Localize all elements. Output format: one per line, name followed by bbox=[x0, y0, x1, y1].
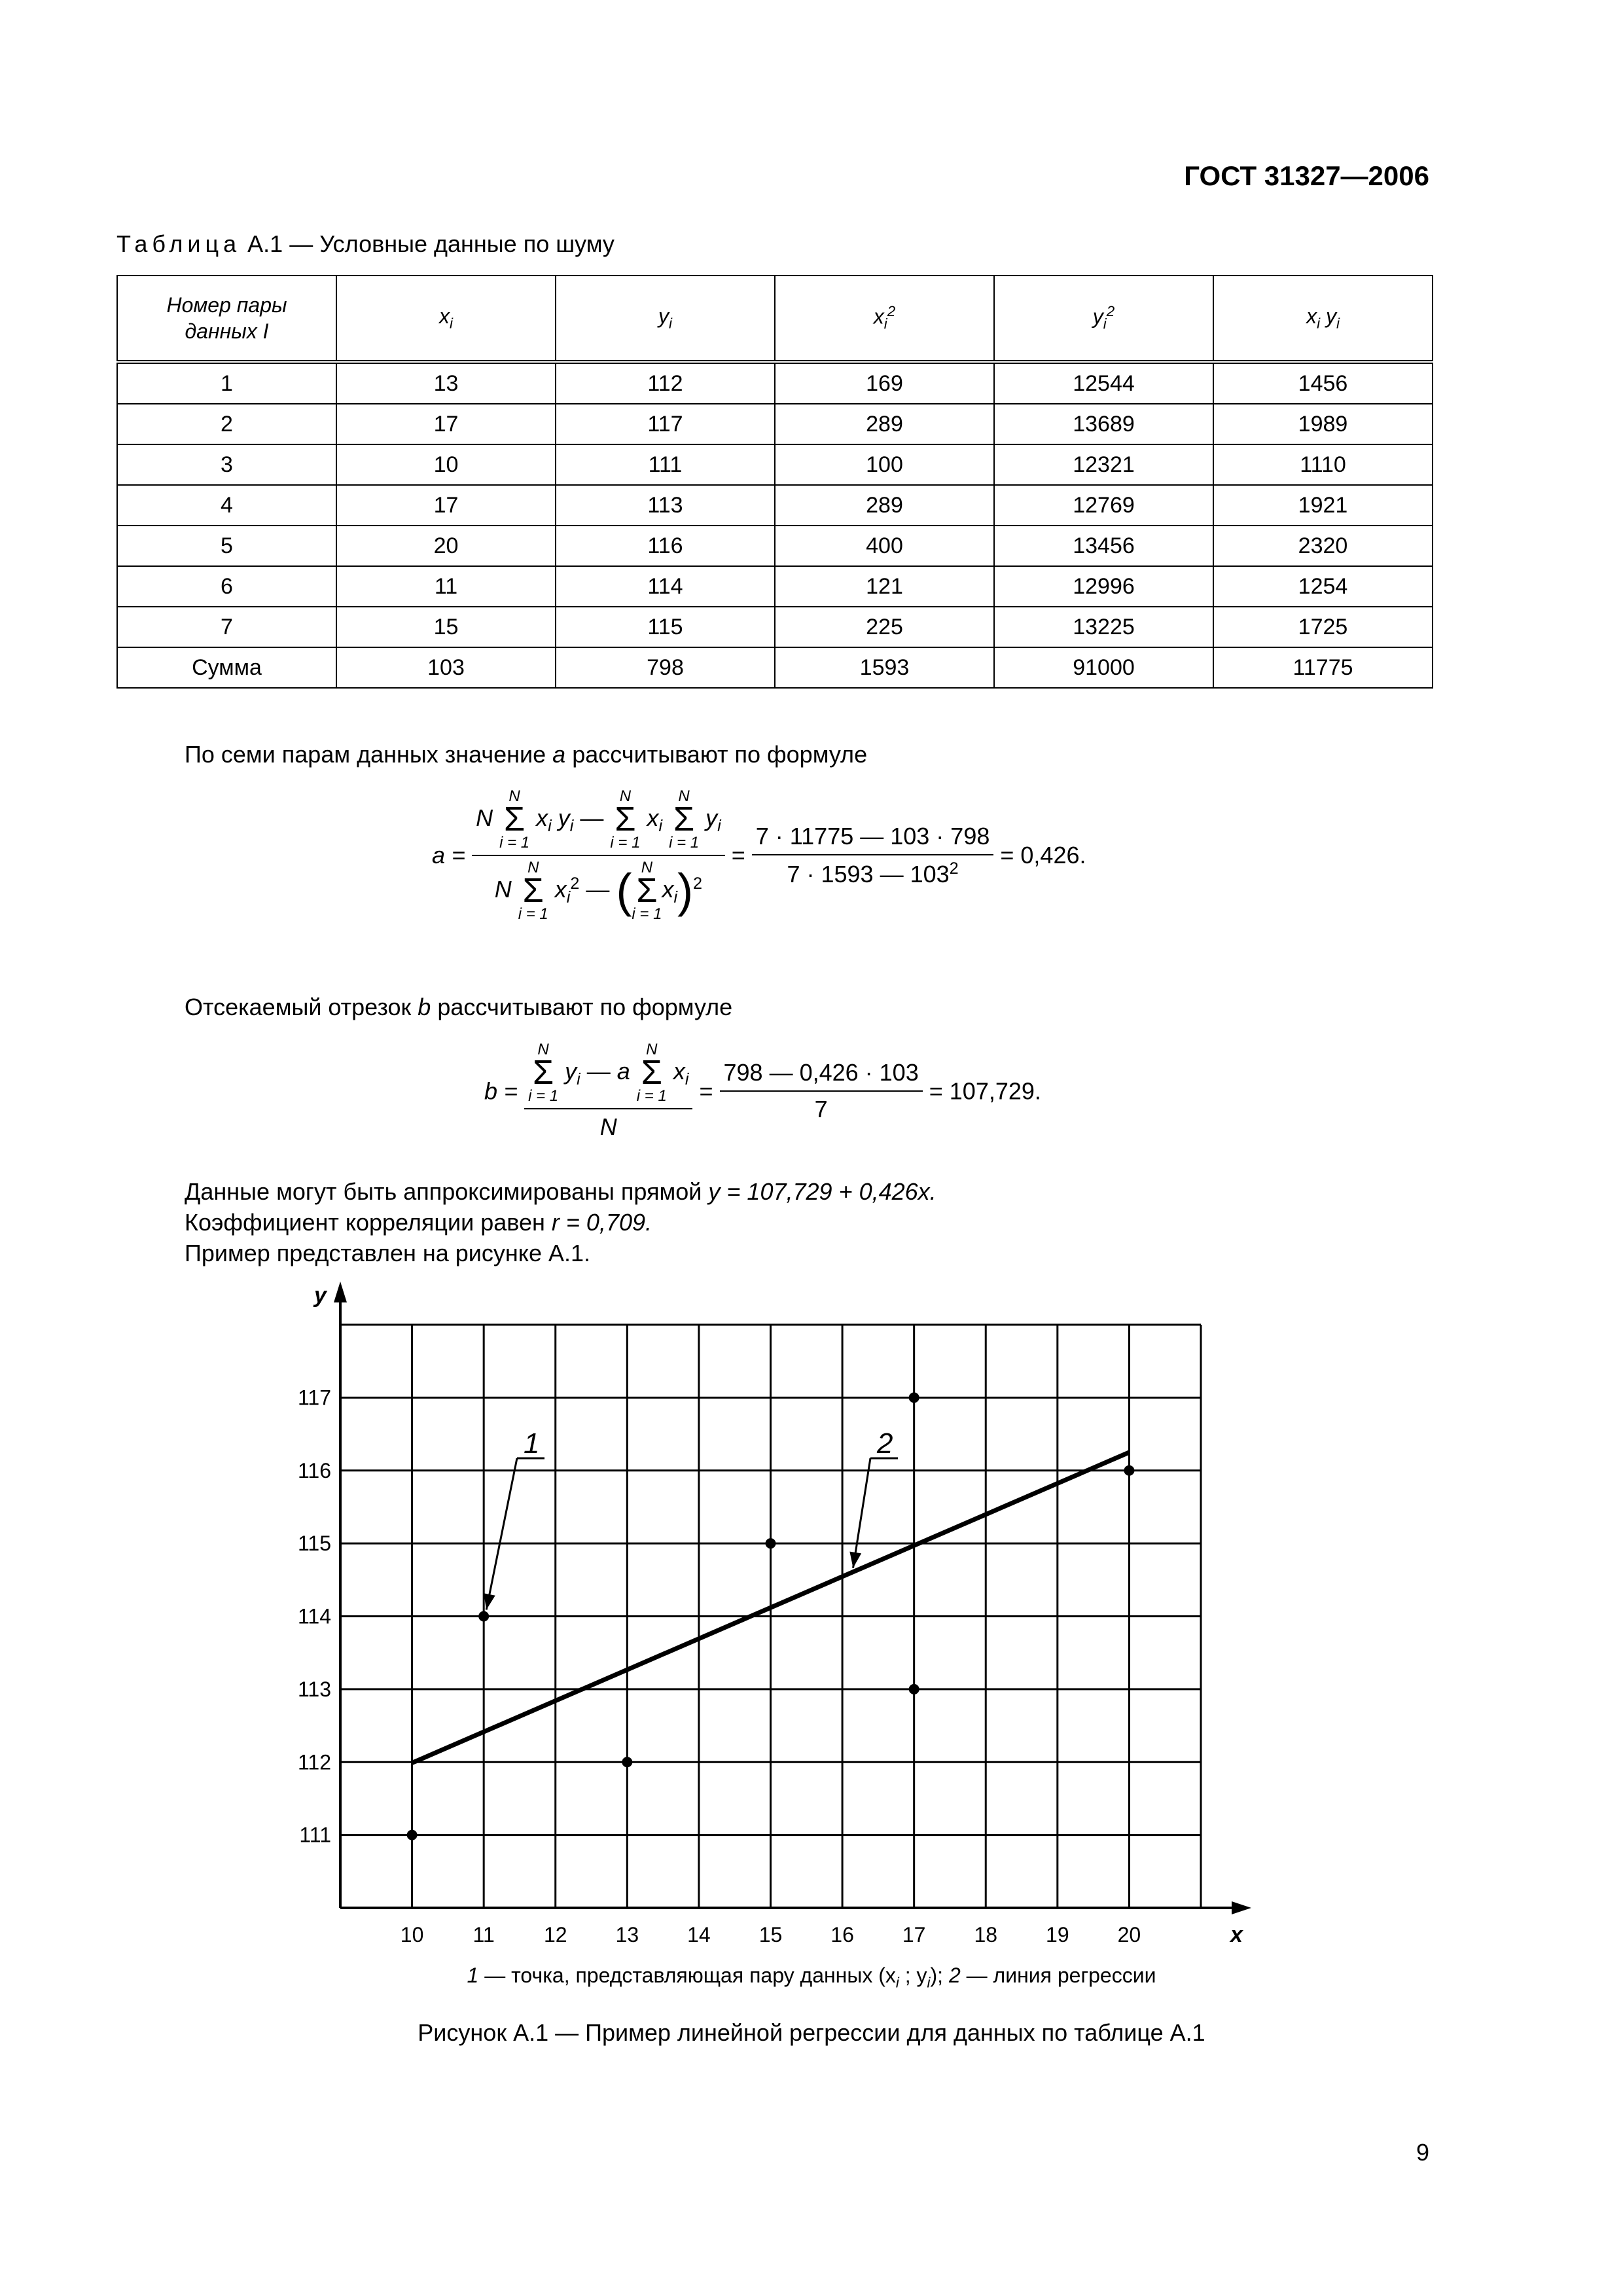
data-point bbox=[909, 1684, 919, 1695]
x-axis-arrow bbox=[1232, 1901, 1251, 1914]
data-point bbox=[766, 1538, 776, 1549]
header-yi-squared: $y_i^2$ bbox=[994, 276, 1213, 362]
data-point bbox=[909, 1392, 919, 1403]
header-xi-squared: $x_i^2$ bbox=[775, 276, 994, 362]
x-tick-label: 10 bbox=[400, 1923, 424, 1946]
x-tick-label: 12 bbox=[543, 1923, 567, 1946]
annotation-2-leader bbox=[853, 1458, 870, 1568]
y-tick-label: 114 bbox=[297, 1604, 331, 1628]
data-point bbox=[478, 1611, 489, 1622]
table-sum-row: Сумма 103 798 1593 91000 11775 bbox=[117, 647, 1433, 688]
x-tick-label: 16 bbox=[830, 1923, 854, 1946]
table-row: 6 11 114 121 12996 1254 bbox=[117, 566, 1433, 607]
y-tick-label: 117 bbox=[297, 1386, 331, 1410]
data-point bbox=[622, 1757, 632, 1767]
chart-annotations bbox=[484, 1427, 898, 1610]
chart-grid bbox=[340, 1325, 1201, 1908]
table-row: 3 10 111 100 12321 1110 bbox=[117, 444, 1433, 485]
x-tick-label: 19 bbox=[1046, 1923, 1069, 1946]
y-axis-arrow bbox=[334, 1282, 347, 1302]
annotation-1-leader bbox=[486, 1458, 517, 1610]
correlation-sentence: Коэффициент корреляции равен r = 0,709. bbox=[185, 1209, 652, 1236]
header-yi: $y_i$ bbox=[556, 276, 775, 362]
formula-a-numeric-fraction: $\frac{7 \cdot 11775 — 103 \cdot 798}{7 \cdot 1593 — 103^2}$ bbox=[752, 823, 994, 888]
x-tick-label: 18 bbox=[974, 1923, 998, 1946]
formula-a-symbolic-fraction: N N Σ i = 1 $x_i$ $y_i$ — N Σ i = 1 $x_i$ N Σ i = 1 $y_i$ N N Σ i = 1 $x_i^2$ — ( N Σ i = 1 $x_i)^2$ bbox=[472, 789, 725, 922]
formula-b-numeric-fraction: $\frac{798 — 0,426 \cdot 103}{7}$ bbox=[720, 1059, 923, 1123]
table-row: 2 17 117 289 13689 1989 bbox=[117, 404, 1433, 444]
x-tick-label: 20 bbox=[1117, 1923, 1141, 1946]
table-row: 1 13 112 169 12544 1456 bbox=[117, 362, 1433, 404]
x-tick-label: 15 bbox=[758, 1923, 783, 1946]
y-axis-label: y bbox=[314, 1283, 327, 1308]
header-xi: $x_i$ bbox=[336, 276, 556, 362]
regression-line-sentence: Данные могут быть аппроксимированы прямой y = 107,729 + 0,426x. bbox=[185, 1178, 936, 1205]
y-tick-label: 116 bbox=[297, 1458, 331, 1482]
formula-a: a = N N Σ i = 1 $x_i$ $y_i$ — N Σ i = 1 $x_i$ N Σ i = 1 $y_i$ N N Σ i = 1 $x_i^2$ — ( N Σ i = 1 $x_i)^2$ = $\frac{7 \cdot 11775 — 103 \cdot 798}{7 \cdot 1593 — 103^2}$ = 0,426. bbox=[432, 787, 1086, 923]
x-tick-label: 13 bbox=[615, 1923, 639, 1946]
data-point bbox=[407, 1830, 418, 1840]
x-axis-label: x bbox=[1230, 1922, 1243, 1947]
table-row: 4 17 113 289 12769 1921 bbox=[117, 485, 1433, 526]
paragraph-b-intro: Отсекаемый отрезок b рассчитывают по формуле bbox=[185, 994, 733, 1020]
figure-reference-sentence: Пример представлен на рисунке А.1. bbox=[185, 1240, 590, 1266]
chart-axes bbox=[313, 1282, 1251, 1947]
formula-b: b = N Σ i = 1 $y_i$ — a N Σ i = 1 $x_i$ N = $\frac{798 — 0,426 \cdot 103}{7}$ = 107,729. bbox=[484, 1041, 1041, 1140]
figure-legend: 1 — точка, представляющая пару данных ($x_i$ ; $y_i$); 2 — линия регрессии bbox=[467, 1964, 1156, 1991]
annotation-2-arrowhead bbox=[849, 1552, 861, 1568]
page-number: 9 bbox=[1416, 2139, 1429, 2166]
formula-b-symbolic-fraction: N Σ i = 1 $y_i$ — a N Σ i = 1 $x_i$ N bbox=[524, 1042, 692, 1141]
paragraph-a-intro: По семи парам данных значение a рассчитывают по формуле bbox=[185, 741, 868, 768]
data-point bbox=[1124, 1465, 1134, 1476]
annotation-1-label: 1 bbox=[524, 1427, 540, 1460]
document-code: ГОСТ 31327—2006 bbox=[1184, 160, 1429, 191]
y-tick-label: 113 bbox=[297, 1677, 331, 1701]
annotation-1-arrowhead bbox=[484, 1593, 495, 1609]
figure-caption: Рисунок А.1 — Пример линейной регрессии для данных по таблице А.1 bbox=[418, 2019, 1205, 2046]
x-tick-label: 11 bbox=[473, 1923, 495, 1946]
table-row: 7 15 115 225 13225 1725 bbox=[117, 607, 1433, 647]
table-row: 5 20 116 400 13456 2320 bbox=[117, 526, 1433, 566]
table-caption-rest: А.1 — Условные данные по шуму bbox=[247, 230, 615, 257]
y-tick-label: 112 bbox=[297, 1750, 331, 1774]
table-caption-prefix: Таблица bbox=[116, 230, 241, 257]
x-tick-label: 17 bbox=[902, 1923, 926, 1946]
y-tick-label: 115 bbox=[297, 1532, 331, 1556]
annotation-2-label: 2 bbox=[877, 1427, 893, 1460]
header-xi-yi: $x_i$ $y_i$ bbox=[1213, 276, 1433, 362]
x-tick-label: 14 bbox=[687, 1923, 711, 1946]
header-pair-number: Номер пары данных I bbox=[117, 276, 336, 362]
y-tick-label: 111 bbox=[299, 1823, 331, 1847]
